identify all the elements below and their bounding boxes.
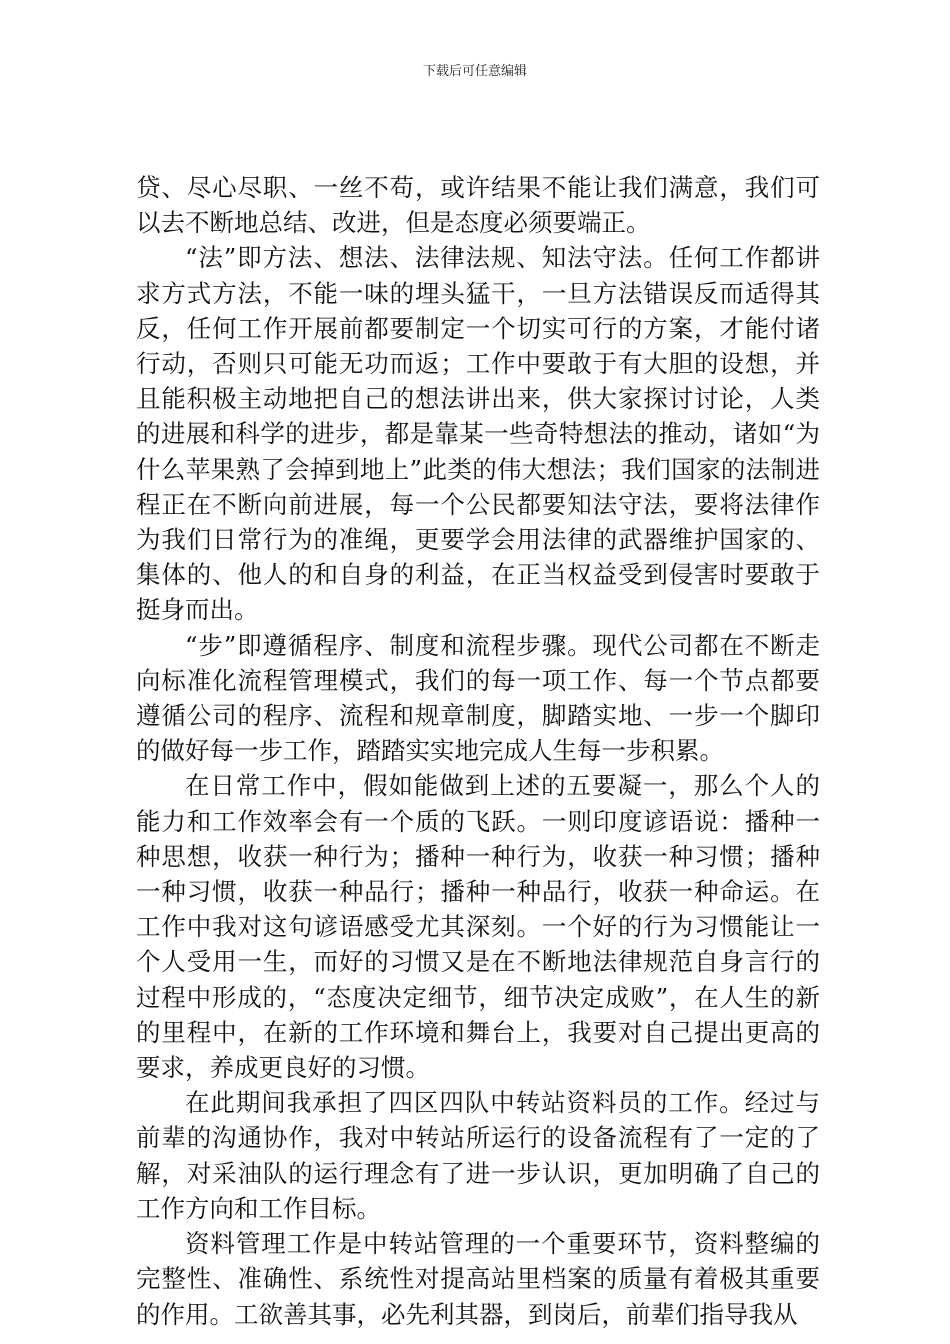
paragraph-fa: “法”即方法、想法、法律法规、知法守法。任何工作都讲求方式方法，不能一味的埋头猛干，一旦方法错误反而适得其反，任何工作开展前都要制定一个切实可行的方案，才能付诸行动，否则只可能无功而返；工作中要敢于有大胆的设想，并且能积极主动地把自己的想法讲出来，供大家探讨讨论，人类的进展和科学的进步，都是靠某一些奇特想法的推动，诸如“为什么苹果熟了会掉到地上”此类的伟大想法；我们国家的法制进程正在不断向前进展，每一个公民都要知法守法，要将法律作为我们日常行为的准绳，更要学会用法律的武器维护国家的、集体的、他人的和自身的利益，在正当权益受到侵害时要敢于挺身而出。 xyxy=(136,243,820,625)
paragraph-bu: “步”即遵循程序、制度和流程步骤。现代公司都在不断走向标准化流程管理模式，我们的每一项工作、每一个节点都要遵循公司的程序、流程和规章制度，脚踏实地、一步一个脚印的做好每一步工作，踏踏实实地完成人生每一步积累。 xyxy=(136,630,820,766)
paragraph-continuation: 贷、尽心尽职、一丝不苟，或许结果不能让我们满意，我们可以去不断地总结、改进，但是态度必须要端正。 xyxy=(136,173,820,238)
document-body xyxy=(136,170,820,1332)
paragraph-daily-work: 在日常工作中，假如能做到上述的五要凝一，那么个人的能力和工作效率会有一个质的飞跃。一则印度谚语说：播种一种思想，收获一种行为；播种一种行为，收获一种习惯；播种一种习惯，收获一种品行；播种一种品行，收获一种命运。在工作中我对这句谚语感受尤其深刻。一个好的行为习惯能让一个人受用一生，而好的习惯又是在不断地法律规范自身言行的过程中形成的，“态度决定细节，细节决定成败”，在人生的新的里程中，在新的工作环境和舞台上，我要对自己提出更高的要求，养成更良好的习惯。 xyxy=(136,771,820,1083)
paragraph-data-management: 资料管理工作是中转站管理的一个重要环节，资料整编的完整性、准确性、系统性对提高站里档案的质量有着极其重要的作用。工欲善其事，必先利其器，到岗后，前辈们指导我从 xyxy=(136,1229,820,1329)
page-header: 下载后可任意编辑 xyxy=(422,64,527,79)
paragraph-station-clerk: 在此期间我承担了四区四队中转站资料员的工作。经过与前辈的沟通协作，我对中转站所运行的设备流程有了一定的了解，对采油队的运行理念有了进一步认识，更加明确了自己的工作方向和工作目标。 xyxy=(136,1088,820,1223)
